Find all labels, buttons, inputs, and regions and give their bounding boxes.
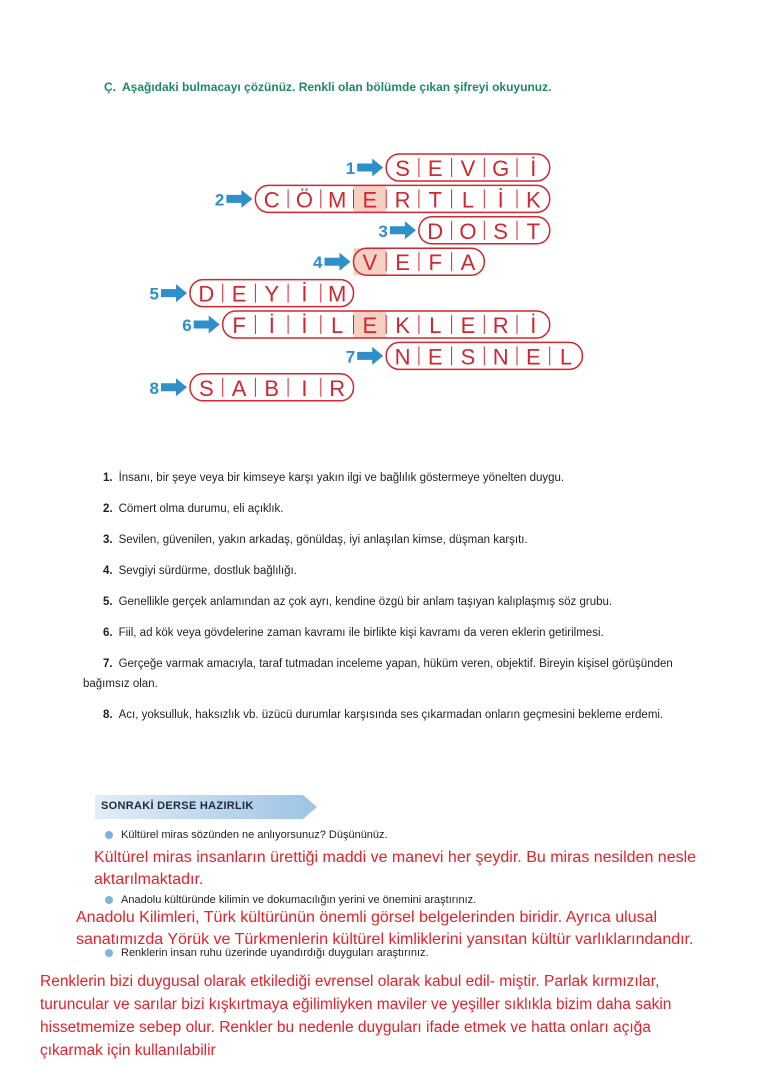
puzzle-letter: T <box>428 187 442 213</box>
clue-item: 2. Cömert olma durumu, eli açıklık. <box>103 503 284 515</box>
puzzle-letter: L <box>461 187 475 213</box>
puzzle-letter: S <box>493 218 508 244</box>
puzzle-letter: R <box>329 375 346 401</box>
clue-item: 1. İnsanı, bir şeye veya bir kimseye karşı yakın ilgi ve bağlılık göstermeye yönelten duygu. <box>103 472 565 484</box>
puzzle-letter: L <box>559 344 573 370</box>
puzzle-letter: N <box>394 344 411 370</box>
bullet-icon <box>105 831 113 839</box>
puzzle-letter: C <box>263 187 280 213</box>
puzzle-letter: L <box>429 313 442 338</box>
puzzle-letter: İ <box>530 313 537 338</box>
puzzle-letter: K <box>395 313 410 338</box>
puzzle-letter: E <box>427 156 443 181</box>
banner-title: SONRAKİ DERSE HAZIRLIK <box>101 800 254 812</box>
puzzle-letter: D <box>198 281 215 307</box>
puzzle-letter: E <box>460 313 476 338</box>
prep-question: Renklerin insan ruhu üzerinde uyandırdığı duyguları araştırınız. <box>105 947 429 959</box>
puzzle-letter: T <box>526 218 541 244</box>
puzzle-letter: O <box>459 218 477 244</box>
puzzle-letter: E <box>526 344 541 370</box>
puzzle-letter: S <box>199 375 214 401</box>
puzzle-letter: Ö <box>295 187 314 213</box>
row-number: 5 <box>149 284 159 304</box>
row-number: 4 <box>313 253 323 273</box>
puzzle-row-6 <box>182 311 549 338</box>
prep-question: Anadolu kültüründe kilimin ve dokumacılığın yerini ve önemini araştırınız. <box>105 894 476 906</box>
puzzle-letter: F <box>428 250 442 276</box>
puzzle-row-1 <box>346 154 550 181</box>
puzzle-letter: İ <box>301 281 308 307</box>
puzzle-letter: İ <box>497 187 504 213</box>
arrow-right-icon <box>325 253 351 271</box>
arrow-right-icon <box>161 284 187 302</box>
puzzle-letter: İ <box>530 156 537 181</box>
row-number: 1 <box>345 159 356 178</box>
row-number: 7 <box>345 347 356 367</box>
puzzle-letter: G <box>492 156 510 181</box>
row-number: 2 <box>214 190 225 210</box>
answer-text: Renklerin bizi duygusal olarak etkilediği evrensel olarak kabul edil- miştir. Parlak kırmızılar, turuncular ve sarılar bizi kışkırtmaya eğilimliyken maviler ve yeşiller sıklıkla bizim daha sakin hissetmemize sebep olur. Renkler bu nedenle duyguları ifade etmek ve hatta onları açığa çıkarmak için kullanılabilir <box>40 973 672 1059</box>
puzzle-letter: N <box>492 344 509 370</box>
puzzle-letter: A <box>460 250 476 276</box>
puzzle-letter: B <box>264 375 280 401</box>
row-number: 8 <box>149 378 159 398</box>
answer-text: Anadolu Kilimleri, Türk kültürünün önemli görsel belgelerinden biridir. Ayrıca ulusal sanatımızda Yörük ve Türkmenlerin kültürel kimliklerini yansıtan kültür varlıklarındandır. <box>76 909 694 948</box>
bullet-icon <box>105 949 113 957</box>
bullet-icon <box>105 896 113 904</box>
puzzle-letter: S <box>460 344 476 370</box>
clue-item: 8. Acı, yoksulluk, haksızlık vb. üzücü durumlar karşısında ses çıkarmadan onların geçmesini bekleme erdemi. <box>103 709 664 721</box>
row-number: 3 <box>378 221 388 241</box>
exercise-instruction: Aşağıdaki bulmacayı çözünüz. Renkli olan bölümde çıkan şifreyi okuyunuz. <box>122 80 552 94</box>
clue-item: 7. Gerçeğe varmak amacıyla, taraf tutmadan inceleme yapan, hüküm veren, objektif. Bireyin kişisel görüşünden bağımsız olan. <box>83 658 673 690</box>
puzzle-letter: E <box>231 281 247 307</box>
crossword-puzzle <box>0 0 775 440</box>
puzzle-letter: E <box>362 187 378 213</box>
puzzle-letter: S <box>395 156 410 181</box>
puzzle-letter: D <box>427 218 444 244</box>
puzzle-row-8 <box>150 374 354 401</box>
arrow-right-icon <box>357 159 383 177</box>
prep-question: Kültürel miras sözünden ne anlıyorsunuz? Düşününüz. <box>105 829 388 841</box>
puzzle-letter: V <box>362 250 378 276</box>
clue-item: 4. Sevgiyi sürdürme, dostluk bağlılığı. <box>103 565 297 577</box>
arrow-right-icon <box>390 221 416 239</box>
arrow-right-icon <box>161 378 187 396</box>
puzzle-letter: K <box>526 187 541 213</box>
puzzle-letter: M <box>327 281 347 307</box>
puzzle-letter: I <box>301 375 308 401</box>
puzzle-letter: E <box>362 313 378 338</box>
puzzle-row-4 <box>313 248 484 275</box>
puzzle-row-3 <box>378 217 549 244</box>
puzzle-letter: L <box>331 313 344 338</box>
arrow-right-icon <box>226 190 252 208</box>
exercise-label: Ç. <box>104 80 116 94</box>
puzzle-row-2 <box>215 185 550 212</box>
puzzle-letter: E <box>427 344 443 370</box>
answer-text: Kültürel miras insanların ürettiği maddi ve manevi her şeydir. Bu miras nesilden nesle aktarılmaktadır. <box>94 849 697 888</box>
puzzle-letter: İ <box>268 313 275 338</box>
puzzle-row-7 <box>346 342 583 369</box>
clue-item: 6. Fiil, ad kök veya gövdelerine zaman kavramı ile birlikte kişi kavramı da veren eklerin getirilmesi. <box>103 627 604 639</box>
puzzle-letter: R <box>394 187 411 213</box>
puzzle-letter: F <box>232 313 246 338</box>
puzzle-letter: A <box>231 375 247 401</box>
next-lesson-banner <box>95 795 317 819</box>
puzzle-letter: V <box>460 156 476 181</box>
arrow-right-icon <box>194 316 220 334</box>
puzzle-letter: Y <box>264 281 280 307</box>
puzzle-row-5 <box>150 280 354 307</box>
puzzle-letter: E <box>395 250 410 276</box>
arrow-right-icon <box>357 347 383 365</box>
clue-item: 3. Sevilen, güvenilen, yakın arkadaş, gönüldaş, iyi anlaşılan kimse, düşman karşıtı. <box>103 534 528 546</box>
clue-item: 5. Genellikle gerçek anlamından az çok ayrı, kendine özgü bir anlam taşıyan kalıplaşmış söz grubu. <box>103 596 613 608</box>
row-number: 6 <box>182 316 192 335</box>
puzzle-letter: M <box>327 187 347 213</box>
clue-list <box>83 468 693 736</box>
puzzle-letter: İ <box>301 313 308 338</box>
puzzle-letter: R <box>492 313 509 338</box>
